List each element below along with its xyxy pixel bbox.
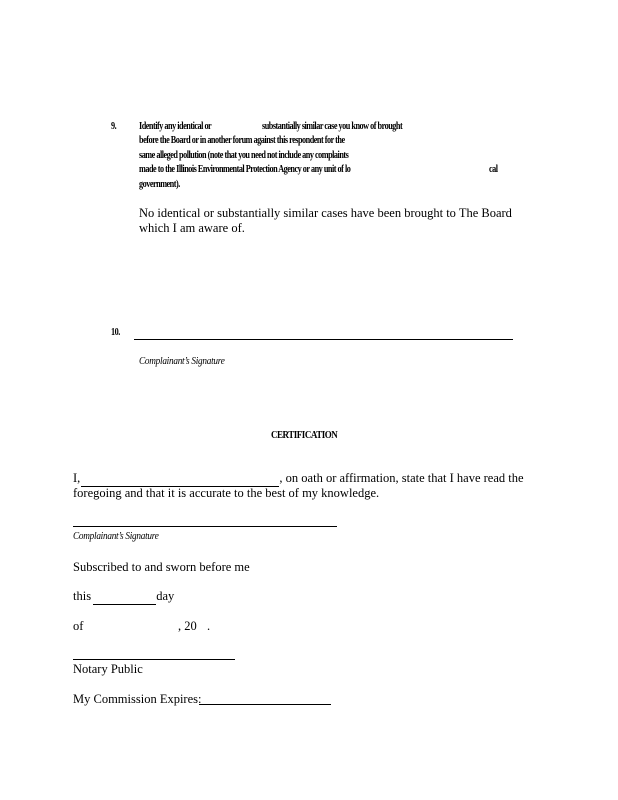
item-9-question-line-1a: Identify any identical or [139, 121, 212, 132]
statement-prefix: I, [73, 471, 81, 485]
year-label: , 20 [178, 619, 197, 633]
item-10-signature-line[interactable] [134, 339, 513, 340]
day-blank[interactable] [93, 589, 156, 605]
item-9-question-line-3: same alleged pollution (note that you need not include any complaints [139, 150, 349, 161]
year-period: . [207, 619, 211, 633]
notary-public-label: Notary Public [73, 662, 143, 676]
commission-expires-label: My Commission Expires: [73, 692, 202, 706]
certification-statement-line-1 [73, 471, 524, 487]
item-9-question-line-2: before the Board or in another forum against this respondent for the [139, 135, 345, 146]
item-9-question-line-4a: made to the Illinois Environmental Protection Agency or any unit of lo [139, 164, 351, 175]
certification-statement-line-2: foregoing and that it is accurate to the best of my knowledge. [73, 486, 380, 500]
item-9-question-line-1b: substantially similar case you know of brought [262, 121, 403, 132]
certification-heading: CERTIFICATION [271, 429, 338, 441]
item-9-answer-line-1: No identical or substantially similar cases have been brought to The Board [139, 206, 512, 220]
this-label: this [73, 589, 92, 603]
commission-expires-blank[interactable] [199, 704, 331, 705]
certification-signature-label: Complainant’s Signature [73, 531, 159, 542]
statement-line-1-suffix: , on oath or affirmation, state that I have read the [279, 471, 524, 485]
item-10-number: 10. [111, 327, 120, 338]
day-label: day [156, 589, 175, 603]
item-9-number: 9. [111, 121, 117, 132]
of-label: of [73, 619, 84, 633]
certification-signature-line[interactable] [73, 526, 337, 527]
item-10-signature-label: Complainant’s Signature [139, 356, 225, 367]
subscribed-sworn-text: Subscribed to and sworn before me [73, 560, 250, 574]
affiant-name-blank[interactable] [81, 471, 279, 487]
item-9-question-line-4b: cal [489, 164, 498, 175]
item-9-question-line-5: government). [139, 179, 180, 190]
item-9-answer-line-2: which I am aware of. [139, 221, 245, 235]
this-day-line [73, 589, 174, 605]
notary-signature-line[interactable] [73, 659, 235, 660]
